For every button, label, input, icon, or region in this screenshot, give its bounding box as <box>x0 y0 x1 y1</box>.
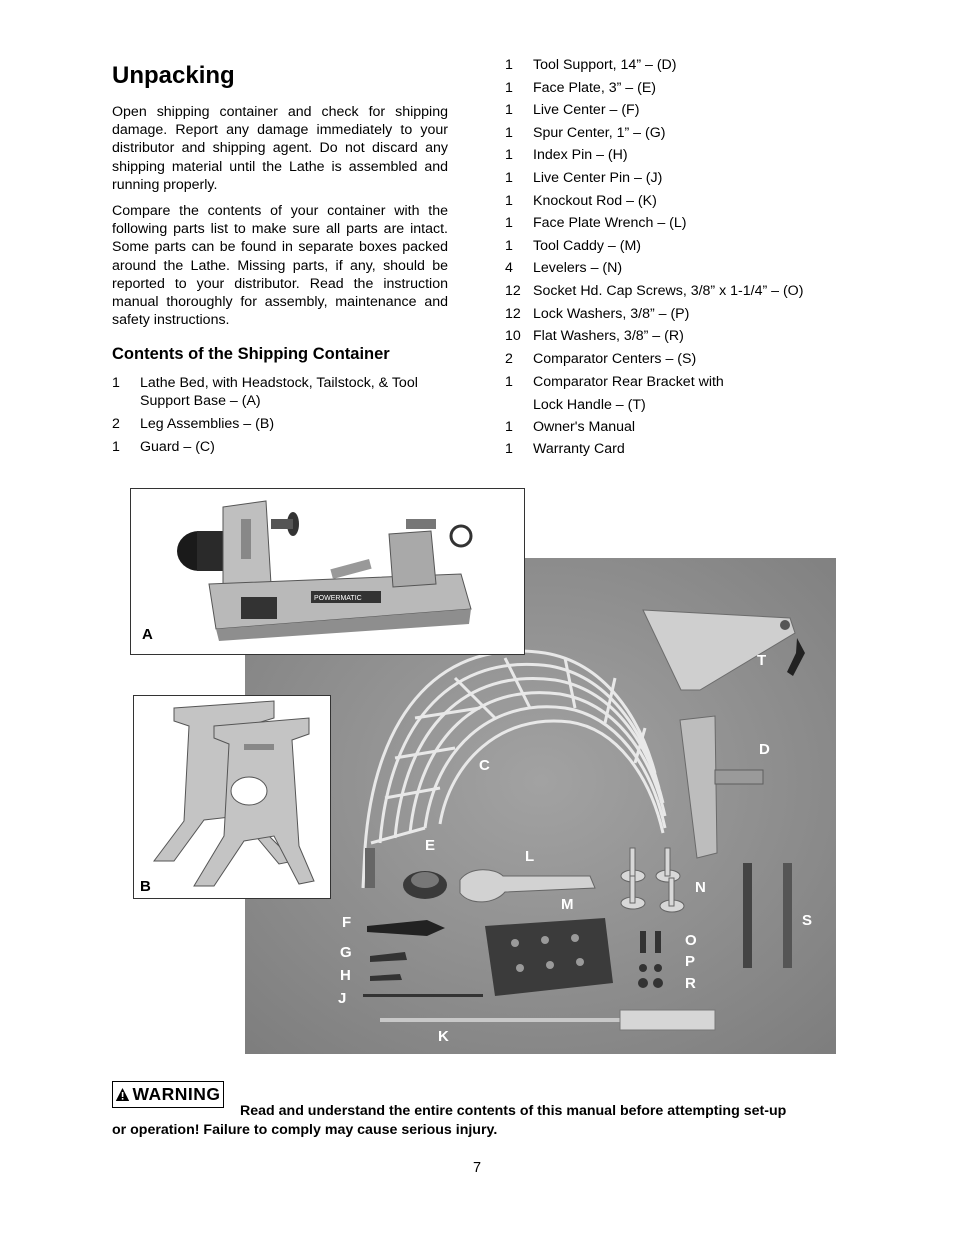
list-item <box>505 100 905 123</box>
item-qty: 2 <box>505 350 513 367</box>
list-item <box>505 371 905 416</box>
item-qty: 1 <box>505 124 513 141</box>
list-item <box>505 281 905 304</box>
contents-heading: Contents of the Shipping Container <box>112 345 390 363</box>
item-qty: 1 <box>112 375 120 391</box>
item-desc: Warranty Card <box>533 441 625 458</box>
warning-badge <box>112 1081 224 1108</box>
list-item <box>505 168 905 191</box>
item-desc: Index Pin – (H) <box>533 147 628 164</box>
part-label-e: E <box>425 837 436 854</box>
list-item <box>505 417 905 440</box>
item-desc: Tool Support, 14” – (D) <box>533 57 677 73</box>
list-item <box>505 236 905 259</box>
live-center-pin-part <box>363 994 483 997</box>
item-qty: 1 <box>505 215 513 232</box>
item-qty: 12 <box>505 305 521 322</box>
item-desc: Flat Washers, 3/8” – (R) <box>533 328 684 345</box>
part-label-k: K <box>438 1028 449 1045</box>
right-parts-list <box>505 55 905 462</box>
list-item <box>112 415 452 433</box>
list-item <box>505 55 905 78</box>
page-number: 7 <box>472 1160 482 1176</box>
item-desc: Tool Caddy – (M) <box>533 237 642 254</box>
item-desc: Comparator Centers – (S) <box>533 350 697 367</box>
lathe-inset <box>130 488 525 655</box>
part-label-g: G <box>340 944 352 961</box>
legs-illustration <box>134 696 330 898</box>
item-desc: Face Plate, 3” – (E) <box>533 79 657 96</box>
part-label-n: N <box>695 879 706 896</box>
item-desc: Guard – (C) <box>140 439 215 455</box>
item-desc: Lock Washers, 3/8” – (P) <box>533 305 690 322</box>
item-qty: 1 <box>505 192 513 209</box>
item-desc: Live Center – (F) <box>533 102 640 119</box>
item-desc: Socket Hd. Cap Screws, 3/8” x 1-1/4” – (O) <box>533 282 804 299</box>
part-label-l: L <box>525 848 535 865</box>
part-label-c: C <box>479 757 490 774</box>
inset-b-label: B <box>140 878 151 895</box>
item-qty: 1 <box>505 169 513 186</box>
part-label-p: P <box>685 953 696 970</box>
item-desc: Spur Center, 1” – (G) <box>533 124 666 141</box>
item-desc: Lathe Bed, with Headstock, Tailstock, & Tool Support Base – (A) <box>140 375 418 409</box>
item-qty: 12 <box>505 282 521 299</box>
part-label-r: R <box>685 975 696 992</box>
part-label-d: D <box>759 741 770 758</box>
part-label-s: S <box>802 912 813 929</box>
page-title: Unpacking <box>112 62 235 89</box>
list-item <box>505 78 905 101</box>
item-desc: Owner's Manual <box>533 418 636 435</box>
face-plate-part <box>403 871 447 899</box>
list-item <box>505 191 905 214</box>
list-item <box>505 213 905 236</box>
item-desc: Leg Assemblies – (B) <box>140 416 275 432</box>
part-label-j: J <box>338 990 347 1007</box>
item-qty: 2 <box>112 416 120 432</box>
warning-triangle-icon <box>115 1087 130 1102</box>
item-qty: 10 <box>505 328 521 345</box>
warning-line-2: or operation! Failure to comply may cause serious injury. <box>112 1122 498 1138</box>
item-desc: Levelers – (N) <box>533 260 623 277</box>
warning-badge-text: WARNING <box>132 1084 221 1104</box>
intro-paragraph: Open shipping container and check for shipping damage. Report any damage immediately to your distributor and shipping agent. Do not discard any shipping material until the Lathe is assembled and running properly. <box>112 104 448 193</box>
guard-rod <box>365 848 375 888</box>
legs-inset <box>133 695 331 899</box>
part-label-t: T <box>757 652 767 669</box>
item-qty: 1 <box>112 439 120 455</box>
compare-paragraph: Compare the contents of your container with the following parts list to make sure all parts are intact. Some parts can be found in separate boxes packed around the Lathe. Missing parts, if any, should be reported to your distributor. Read the instruction manual thoroughly for assembly, maintenance and safety instructions. <box>112 203 448 329</box>
logo-text: POWERMATIC <box>314 595 362 602</box>
list-item <box>505 326 905 349</box>
list-item <box>112 438 452 456</box>
list-item <box>505 439 905 462</box>
part-label-h: H <box>340 967 351 984</box>
item-desc: Live Center Pin – (J) <box>533 169 663 186</box>
item-desc: Knockout Rod – (K) <box>533 192 657 209</box>
item-qty: 1 <box>505 57 513 73</box>
part-label-m: M <box>561 896 574 913</box>
item-desc: Face Plate Wrench – (L) <box>533 215 687 232</box>
part-label-o: O <box>685 932 697 949</box>
item-qty: 1 <box>505 374 513 391</box>
tool-caddy-part <box>485 918 613 996</box>
part-label-f: F <box>342 914 352 931</box>
item-qty: 1 <box>505 79 513 96</box>
item-qty: 1 <box>505 102 513 119</box>
item-qty: 1 <box>505 418 513 435</box>
left-parts-list <box>112 374 452 461</box>
item-desc: Comparator Rear Bracket with <box>533 374 724 391</box>
item-qty: 1 <box>505 237 513 254</box>
warning-line-1: Read and understand the entire contents of this manual before attempting set-up <box>240 1103 787 1119</box>
list-item <box>505 123 905 146</box>
lathe-illustration <box>131 489 524 654</box>
list-item <box>505 304 905 327</box>
item-desc-cont: Lock Handle – (T) <box>533 396 646 413</box>
list-item <box>505 258 905 281</box>
list-item <box>112 374 452 410</box>
list-item <box>505 145 905 168</box>
list-item <box>505 349 905 372</box>
item-qty: 4 <box>505 260 513 277</box>
inset-a-label: A <box>142 626 153 643</box>
item-qty: 1 <box>505 441 513 458</box>
item-qty: 1 <box>505 147 513 164</box>
